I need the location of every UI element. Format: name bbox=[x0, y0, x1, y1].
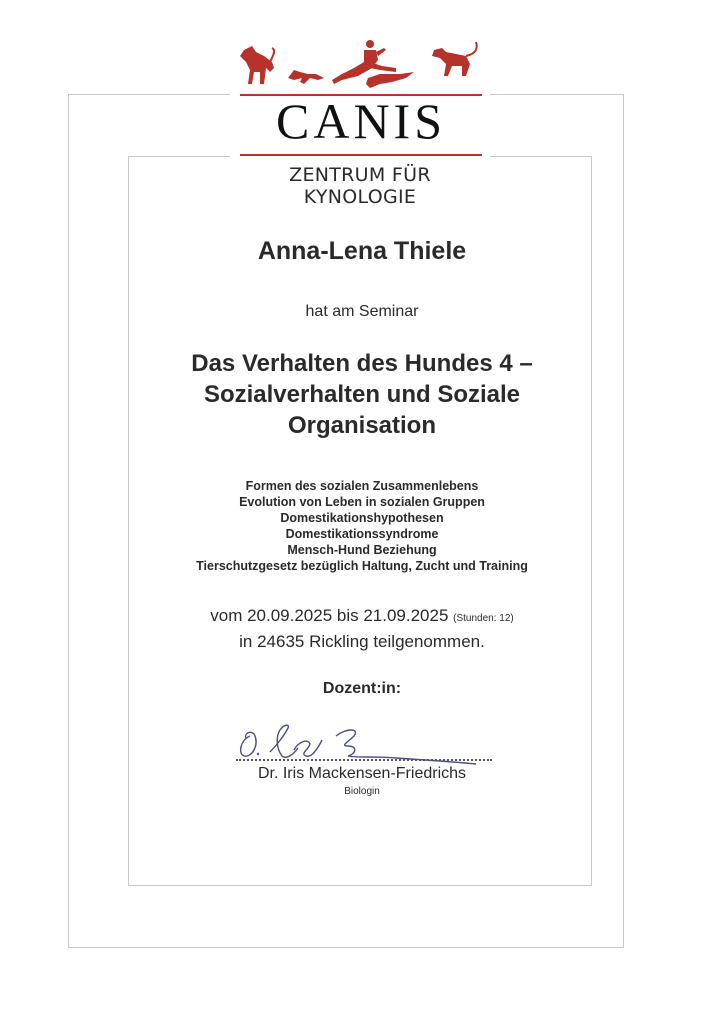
topic-item: Mensch-Hund Beziehung bbox=[287, 543, 437, 557]
location-line: in 24635 Rickling teilgenommen. bbox=[239, 632, 485, 651]
intro-text: hat am Seminar bbox=[305, 303, 419, 320]
dog-figure-right-icon bbox=[432, 42, 477, 76]
logo-rule-bottom bbox=[240, 154, 482, 156]
date-range: vom 20.09.2025 bis 21.09.2025 bbox=[210, 606, 449, 625]
logo-graphic bbox=[230, 40, 490, 164]
date-block bbox=[0, 604, 724, 653]
seminar-title bbox=[0, 348, 724, 441]
seminar-title-line: Das Verhalten des Hundes 4 – bbox=[191, 350, 533, 377]
topic-list bbox=[0, 478, 724, 574]
lecturer-label: Dozent:in: bbox=[322, 680, 402, 697]
dog-figure-left-icon bbox=[240, 46, 274, 84]
hours-note: (Stunden: 12) bbox=[453, 613, 514, 624]
canis-logo bbox=[230, 40, 490, 208]
logo-subtitle: ZENTRUM FÜR KYNOLOGIE bbox=[289, 164, 431, 208]
recipient-name: Anna-Lena Thiele bbox=[257, 237, 467, 265]
dog-figure-leaping-icon bbox=[366, 72, 414, 88]
topic-item: Formen des sozialen Zusammenlebens bbox=[245, 479, 479, 493]
signature-line bbox=[236, 759, 492, 761]
date-line bbox=[0, 604, 724, 630]
lecturer-name: Dr. Iris Mackensen-Friedrichs bbox=[257, 765, 467, 782]
logo-wordmark: CANIS bbox=[275, 93, 447, 149]
seminar-title-line: Organisation bbox=[287, 412, 437, 439]
topic-item: Evolution von Leben in sozialen Gruppen bbox=[239, 495, 485, 509]
topic-item: Domestikationssyndrome bbox=[285, 527, 439, 541]
seminar-title-line: Sozialverhalten und Soziale bbox=[203, 381, 521, 408]
dog-figure-small-icon bbox=[288, 70, 324, 84]
topic-item: Domestikationshypothesen bbox=[280, 511, 444, 525]
lecturer-role: Biologin bbox=[344, 786, 380, 797]
topic-item: Tierschutzgesetz bezüglich Haltung, Zucht und Training bbox=[196, 559, 528, 573]
